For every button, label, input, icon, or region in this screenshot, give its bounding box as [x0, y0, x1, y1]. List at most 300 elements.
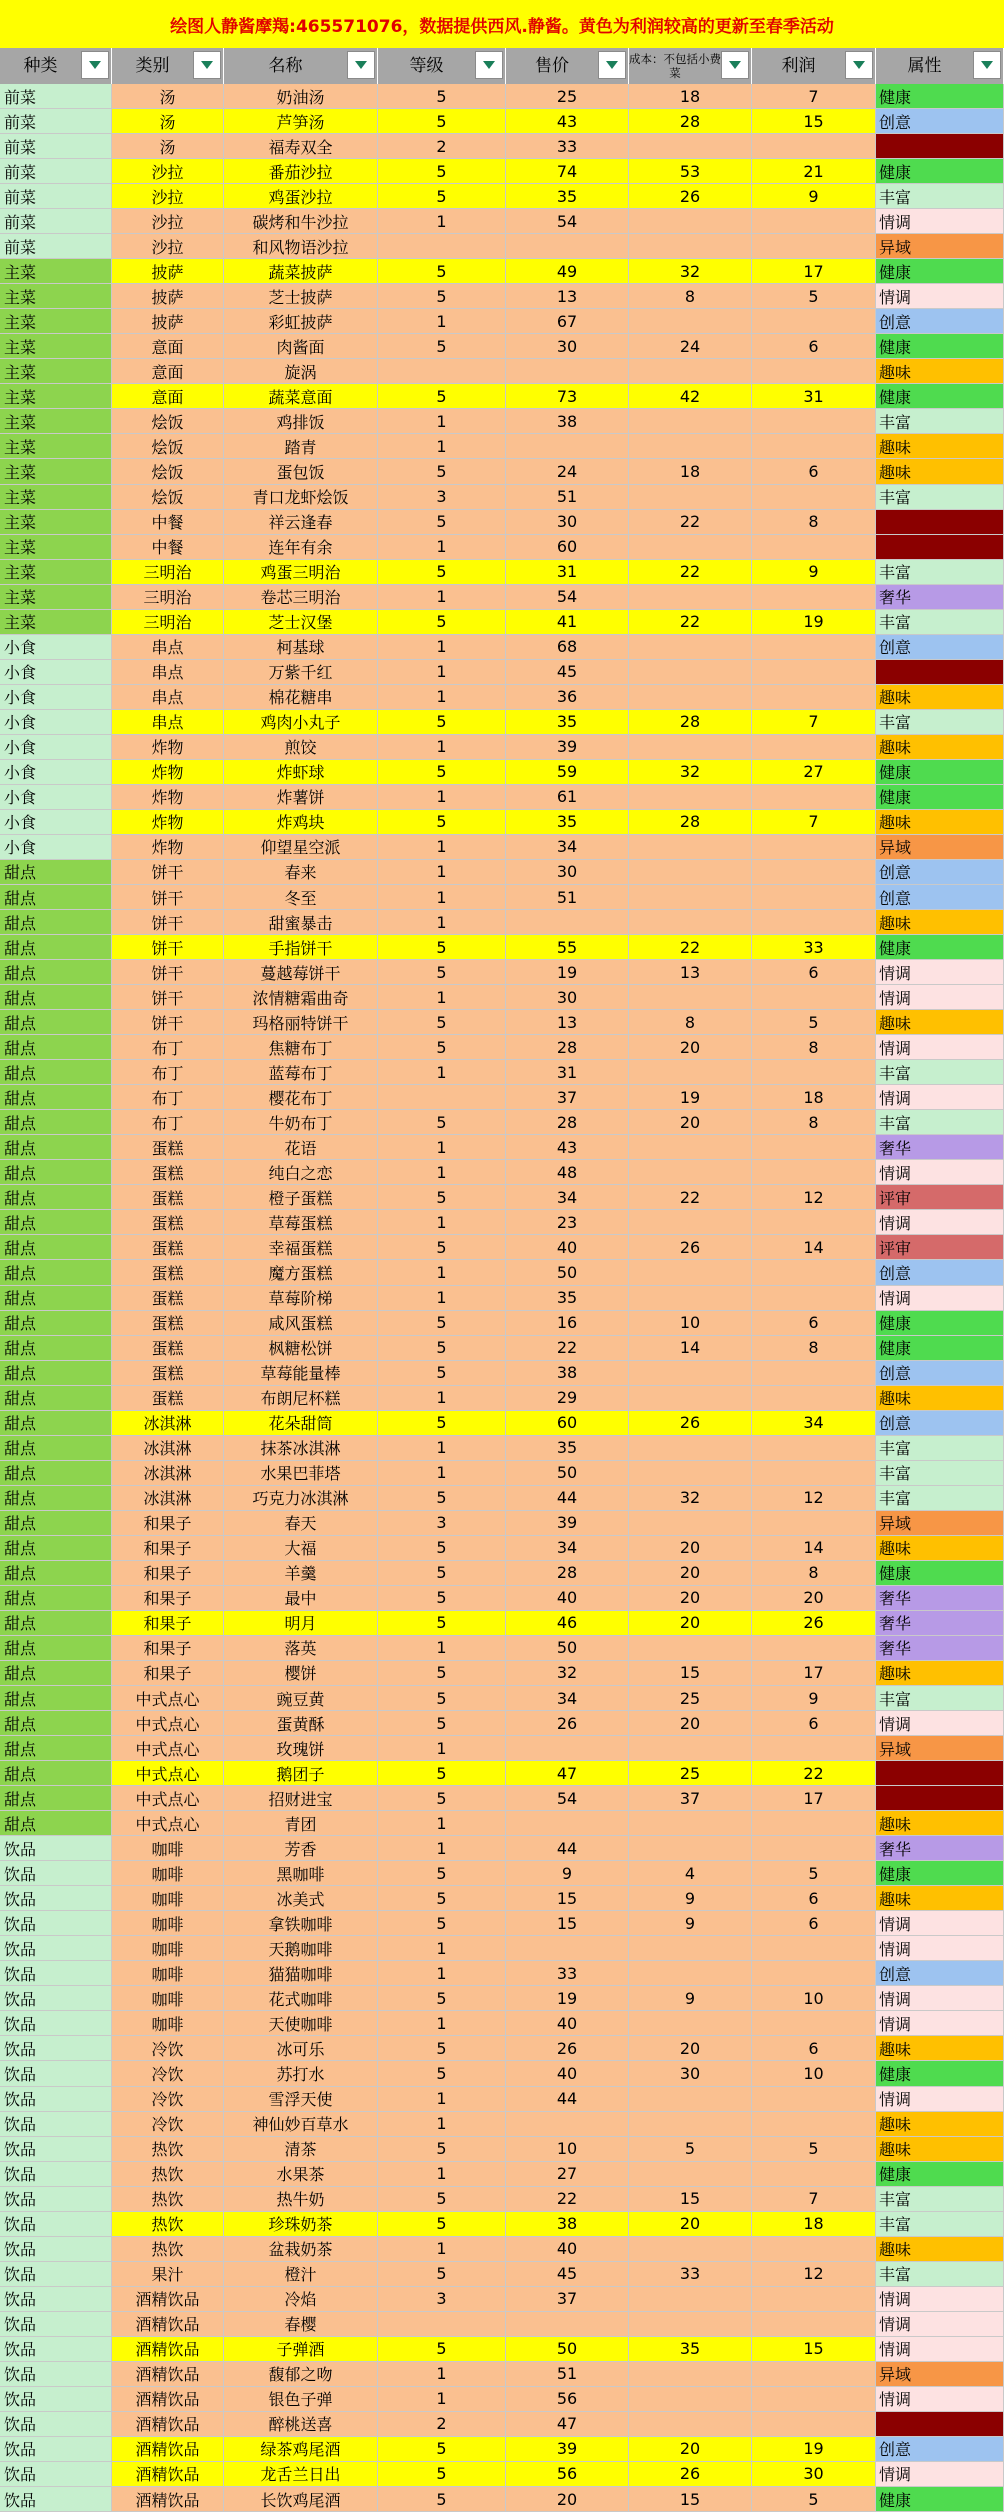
cell-cost: 20: [629, 2212, 752, 2236]
cell-profit: [752, 2162, 876, 2186]
cell-profit: 10: [752, 1986, 876, 2010]
cell-cost: [629, 685, 752, 709]
cell-category: 主菜: [0, 560, 112, 584]
cell-name: 拿铁咖啡: [224, 1911, 378, 1935]
cell-price: 28: [506, 1561, 629, 1585]
cell-profit: 8: [752, 1336, 876, 1360]
cell-cost: 25: [629, 1686, 752, 1710]
cell-type: 咖啡: [112, 1861, 224, 1885]
cell-type: 咖啡: [112, 1836, 224, 1860]
cell-attribute: 奢华: [876, 1611, 1004, 1635]
cell-category: 饮品: [0, 2237, 112, 2261]
cell-name: 蓝莓布丁: [224, 1060, 378, 1084]
cell-price: 44: [506, 1486, 629, 1510]
cell-attribute: 丰富: [876, 2212, 1004, 2236]
cell-name: 卷芯三明治: [224, 585, 378, 609]
cell-type: 布丁: [112, 1110, 224, 1134]
cell-price: 68: [506, 635, 629, 659]
cell-type: 果汁: [112, 2262, 224, 2286]
cell-attribute: 丰富: [876, 2187, 1004, 2211]
cell-level: 5: [378, 935, 506, 959]
cell-name: 青团: [224, 1811, 378, 1835]
cell-attribute: 情调: [876, 1035, 1004, 1059]
cell-cost: [629, 735, 752, 759]
cell-type: 蛋糕: [112, 1386, 224, 1410]
cell-category: 小食: [0, 735, 112, 759]
table-row: [0, 2362, 1004, 2387]
table-row: [0, 1336, 1004, 1361]
cell-name: 蛋包饭: [224, 459, 378, 483]
cell-cost: [629, 1736, 752, 1760]
cell-profit: [752, 735, 876, 759]
table-row: [0, 259, 1004, 284]
cell-type: 蛋糕: [112, 1160, 224, 1184]
dropdown-filter-icon[interactable]: [475, 51, 503, 79]
cell-profit: 9: [752, 560, 876, 584]
cell-attribute: 趣味: [876, 810, 1004, 834]
cell-category: 甜点: [0, 1336, 112, 1360]
cell-type: 酒精饮品: [112, 2337, 224, 2361]
cell-category: 主菜: [0, 309, 112, 333]
cell-name: 天鹅咖啡: [224, 1936, 378, 1960]
cell-level: 5: [378, 2036, 506, 2060]
cell-name: 纯白之恋: [224, 1160, 378, 1184]
cell-attribute: 趣味: [876, 1811, 1004, 1835]
cell-type: 饼干: [112, 985, 224, 1009]
cell-level: 5: [378, 1235, 506, 1259]
cell-profit: [752, 585, 876, 609]
cell-profit: 20: [752, 1586, 876, 1610]
cell-attribute: 趣味: [876, 459, 1004, 483]
cell-category: 甜点: [0, 1736, 112, 1760]
cell-attribute: [876, 1761, 1004, 1785]
cell-profit: [752, 1135, 876, 1159]
cell-attribute: 创意: [876, 860, 1004, 884]
cell-attribute: 健康: [876, 1561, 1004, 1585]
table-row: [0, 1135, 1004, 1160]
cell-category: 饮品: [0, 2262, 112, 2286]
cell-name: 落英: [224, 1636, 378, 1660]
cell-price: 50: [506, 1461, 629, 1485]
table-row: [0, 935, 1004, 960]
table-row: [0, 1260, 1004, 1285]
cell-category: 主菜: [0, 535, 112, 559]
cell-level: 5: [378, 1035, 506, 1059]
table-row: [0, 2187, 1004, 2212]
cell-level: 5: [378, 459, 506, 483]
cell-name: 枫糖松饼: [224, 1336, 378, 1360]
cell-name: 手指饼干: [224, 935, 378, 959]
cell-type: 串点: [112, 685, 224, 709]
table-row: [0, 1536, 1004, 1561]
cell-attribute: 丰富: [876, 1436, 1004, 1460]
cell-category: 饮品: [0, 2337, 112, 2361]
cell-attribute: 趣味: [876, 1386, 1004, 1410]
cell-category: 甜点: [0, 1636, 112, 1660]
cell-price: [506, 434, 629, 458]
cell-price: 40: [506, 2237, 629, 2261]
cell-type: 蛋糕: [112, 1286, 224, 1310]
cell-cost: [629, 660, 752, 684]
cell-attribute: 情调: [876, 209, 1004, 233]
cell-profit: 10: [752, 2061, 876, 2085]
cell-profit: 14: [752, 1536, 876, 1560]
cell-category: 饮品: [0, 2087, 112, 2111]
cell-level: 1: [378, 2162, 506, 2186]
cell-category: 甜点: [0, 1361, 112, 1385]
cell-level: 1: [378, 2362, 506, 2386]
cell-price: 51: [506, 485, 629, 509]
table-row: [0, 785, 1004, 810]
cell-level: 5: [378, 1010, 506, 1034]
cell-cost: [629, 1836, 752, 1860]
cell-profit: 34: [752, 1411, 876, 1435]
cell-category: 主菜: [0, 610, 112, 634]
cell-price: 44: [506, 1836, 629, 1860]
cell-type: 咖啡: [112, 1886, 224, 1910]
cell-name: 鸡蛋沙拉: [224, 184, 378, 208]
cell-cost: [629, 485, 752, 509]
cell-cost: 13: [629, 960, 752, 984]
cell-cost: [629, 1511, 752, 1535]
cell-price: 51: [506, 2362, 629, 2386]
cell-type: 布丁: [112, 1035, 224, 1059]
cell-level: [378, 1085, 506, 1109]
cell-category: 甜点: [0, 985, 112, 1009]
dropdown-filter-icon[interactable]: [598, 51, 626, 79]
cell-cost: 30: [629, 2061, 752, 2085]
cell-profit: 6: [752, 960, 876, 984]
cell-price: [506, 910, 629, 934]
dropdown-filter-icon[interactable]: [845, 51, 873, 79]
cell-level: 5: [378, 384, 506, 408]
cell-attribute: 丰富: [876, 1060, 1004, 1084]
header-cell-profit: [752, 48, 876, 84]
cell-category: 甜点: [0, 1411, 112, 1435]
cell-profit: 6: [752, 459, 876, 483]
cell-price: [506, 2312, 629, 2336]
cell-name: 春来: [224, 860, 378, 884]
table-row: [0, 1185, 1004, 1210]
cell-name: 旋涡: [224, 359, 378, 383]
cell-cost: [629, 785, 752, 809]
cell-level: [378, 234, 506, 258]
cell-profit: 14: [752, 1235, 876, 1259]
table-row: [0, 2262, 1004, 2287]
cell-profit: 7: [752, 84, 876, 108]
cell-attribute: 情调: [876, 960, 1004, 984]
table-row: [0, 2387, 1004, 2412]
cell-attribute: 健康: [876, 1311, 1004, 1335]
cell-type: 汤: [112, 84, 224, 108]
cell-cost: [629, 1286, 752, 1310]
cell-name: 水果茶: [224, 2162, 378, 2186]
cell-level: 3: [378, 2287, 506, 2311]
cell-type: 三明治: [112, 610, 224, 634]
cell-attribute: 趣味: [876, 1661, 1004, 1685]
header-cell-name: [224, 48, 378, 84]
cell-category: 甜点: [0, 1035, 112, 1059]
cell-profit: 9: [752, 184, 876, 208]
cell-level: 1: [378, 1461, 506, 1485]
cell-type: 酒精饮品: [112, 2312, 224, 2336]
cell-type: 和果子: [112, 1661, 224, 1685]
cell-attribute: 趣味: [876, 2137, 1004, 2161]
cell-profit: [752, 309, 876, 333]
cell-name: 玫瑰饼: [224, 1736, 378, 1760]
cell-price: 59: [506, 760, 629, 784]
cell-level: 1: [378, 2112, 506, 2136]
table-row: [0, 1511, 1004, 1536]
cell-price: 30: [506, 985, 629, 1009]
cell-level: 5: [378, 710, 506, 734]
cell-category: 甜点: [0, 1811, 112, 1835]
cell-price: 25: [506, 84, 629, 108]
cell-attribute: 情调: [876, 2312, 1004, 2336]
cell-name: 蛋黄酥: [224, 1711, 378, 1735]
cell-profit: 12: [752, 2262, 876, 2286]
cell-profit: 17: [752, 259, 876, 283]
cell-attribute: 情调: [876, 985, 1004, 1009]
cell-cost: [629, 409, 752, 433]
table-row: [0, 2112, 1004, 2137]
cell-level: 1: [378, 885, 506, 909]
cell-profit: [752, 1836, 876, 1860]
cell-type: 冷饮: [112, 2112, 224, 2136]
table-row: [0, 1811, 1004, 1836]
cell-profit: 30: [752, 2462, 876, 2486]
cell-level: 5: [378, 560, 506, 584]
cell-name: 珍珠奶茶: [224, 2212, 378, 2236]
cell-type: 炸物: [112, 785, 224, 809]
cell-type: 串点: [112, 635, 224, 659]
cell-category: 饮品: [0, 2362, 112, 2386]
cell-attribute: 趣味: [876, 2036, 1004, 2060]
cell-name: 花朵甜筒: [224, 1411, 378, 1435]
cell-profit: [752, 2287, 876, 2311]
cell-cost: 18: [629, 84, 752, 108]
table-row: [0, 384, 1004, 409]
cell-name: 巧克力冰淇淋: [224, 1486, 378, 1510]
cell-price: 19: [506, 1986, 629, 2010]
table-row: [0, 284, 1004, 309]
cell-attribute: 丰富: [876, 184, 1004, 208]
table-row: [0, 960, 1004, 985]
cell-price: [506, 1936, 629, 1960]
cell-category: 甜点: [0, 1711, 112, 1735]
cell-type: 热饮: [112, 2212, 224, 2236]
dropdown-filter-icon[interactable]: [193, 51, 221, 79]
table-row: [0, 184, 1004, 209]
cell-level: 1: [378, 1210, 506, 1234]
table-row: [0, 1010, 1004, 1035]
cell-category: 主菜: [0, 459, 112, 483]
cell-price: 56: [506, 2387, 629, 2411]
cell-type: 蛋糕: [112, 1361, 224, 1385]
cell-name: 踏青: [224, 434, 378, 458]
cell-profit: [752, 2112, 876, 2136]
cell-category: 饮品: [0, 2162, 112, 2186]
cell-attribute: 趣味: [876, 2112, 1004, 2136]
cell-price: 47: [506, 2412, 629, 2436]
cell-level: 1: [378, 2237, 506, 2261]
table-row: [0, 1060, 1004, 1085]
header-cell-price: [506, 48, 629, 84]
table-row: [0, 2487, 1004, 2512]
table-row: [0, 159, 1004, 184]
table-row: [0, 2412, 1004, 2437]
cell-profit: [752, 1636, 876, 1660]
cell-cost: 9: [629, 1886, 752, 1910]
table-row: [0, 2462, 1004, 2487]
cell-type: 咖啡: [112, 1911, 224, 1935]
cell-level: 1: [378, 1135, 506, 1159]
cell-profit: 7: [752, 710, 876, 734]
table-row: [0, 84, 1004, 109]
cell-profit: 17: [752, 1786, 876, 1810]
cell-price: 30: [506, 510, 629, 534]
cell-attribute: 创意: [876, 2437, 1004, 2461]
cell-attribute: 趣味: [876, 910, 1004, 934]
cell-profit: 17: [752, 1661, 876, 1685]
cell-profit: [752, 485, 876, 509]
cell-category: 前菜: [0, 159, 112, 183]
cell-category: 主菜: [0, 409, 112, 433]
dropdown-filter-icon[interactable]: [81, 51, 109, 79]
cell-price: 37: [506, 2287, 629, 2311]
cell-level: 5: [378, 2061, 506, 2085]
cell-attribute: 情调: [876, 2087, 1004, 2111]
cell-profit: [752, 2312, 876, 2336]
dropdown-filter-icon[interactable]: [973, 51, 1001, 79]
cell-type: 热饮: [112, 2237, 224, 2261]
cell-type: 咖啡: [112, 1986, 224, 2010]
table-row: [0, 1986, 1004, 2011]
cell-name: 奶油汤: [224, 84, 378, 108]
cell-cost: [629, 2237, 752, 2261]
table-row: [0, 985, 1004, 1010]
cell-attribute: 健康: [876, 785, 1004, 809]
cell-name: 樱饼: [224, 1661, 378, 1685]
cell-level: 1: [378, 1060, 506, 1084]
cell-category: 小食: [0, 810, 112, 834]
cell-cost: 32: [629, 259, 752, 283]
cell-price: 45: [506, 2262, 629, 2286]
cell-level: 1: [378, 985, 506, 1009]
cell-profit: [752, 1811, 876, 1835]
cell-name: 苏打水: [224, 2061, 378, 2085]
cell-type: 酒精饮品: [112, 2387, 224, 2411]
cell-cost: [629, 2362, 752, 2386]
cell-type: 酒精饮品: [112, 2287, 224, 2311]
cell-type: 披萨: [112, 284, 224, 308]
cell-cost: [629, 309, 752, 333]
cell-attribute: 情调: [876, 1711, 1004, 1735]
cell-name: 长饮鸡尾酒: [224, 2487, 378, 2511]
cell-profit: 8: [752, 1561, 876, 1585]
cell-type: 蛋糕: [112, 1135, 224, 1159]
cell-level: [378, 2312, 506, 2336]
cell-price: 20: [506, 2487, 629, 2511]
cell-price: 43: [506, 109, 629, 133]
dropdown-filter-icon[interactable]: [347, 51, 375, 79]
cell-attribute: 丰富: [876, 2262, 1004, 2286]
cell-category: 饮品: [0, 2412, 112, 2436]
cell-profit: [752, 835, 876, 859]
table-row: [0, 685, 1004, 710]
cell-type: 酒精饮品: [112, 2412, 224, 2436]
cell-cost: 37: [629, 1786, 752, 1810]
table-row: [0, 1786, 1004, 1811]
cell-name: 炸薯饼: [224, 785, 378, 809]
table-row: [0, 485, 1004, 510]
cell-level: 3: [378, 1511, 506, 1535]
table-row: [0, 2137, 1004, 2162]
cell-profit: 8: [752, 510, 876, 534]
cell-price: 50: [506, 1636, 629, 1660]
cell-cost: 33: [629, 2262, 752, 2286]
cell-type: 布丁: [112, 1060, 224, 1084]
cell-type: 热饮: [112, 2187, 224, 2211]
cell-category: 前菜: [0, 109, 112, 133]
cell-profit: 6: [752, 1711, 876, 1735]
cell-name: 煎饺: [224, 735, 378, 759]
cell-profit: 6: [752, 1911, 876, 1935]
cell-price: 19: [506, 960, 629, 984]
cell-price: 47: [506, 1761, 629, 1785]
cell-level: 5: [378, 2437, 506, 2461]
cell-cost: [629, 2112, 752, 2136]
cell-type: 沙拉: [112, 159, 224, 183]
cell-cost: 26: [629, 1411, 752, 1435]
dropdown-filter-icon[interactable]: [721, 51, 749, 79]
cell-type: 和果子: [112, 1586, 224, 1610]
cell-category: 前菜: [0, 84, 112, 108]
cell-type: 中式点心: [112, 1736, 224, 1760]
cell-cost: [629, 359, 752, 383]
header-cell-category: [0, 48, 112, 84]
cell-price: 73: [506, 384, 629, 408]
cell-category: 小食: [0, 635, 112, 659]
cell-profit: [752, 1936, 876, 1960]
cell-level: 5: [378, 610, 506, 634]
cell-category: 甜点: [0, 1536, 112, 1560]
cell-price: 61: [506, 785, 629, 809]
cell-category: 小食: [0, 660, 112, 684]
cell-name: 花语: [224, 1135, 378, 1159]
cell-attribute: 趣味: [876, 2237, 1004, 2261]
cell-attribute: 评审: [876, 1185, 1004, 1209]
cell-level: 1: [378, 685, 506, 709]
cell-attribute: 创意: [876, 1411, 1004, 1435]
cell-name: 豌豆黄: [224, 1686, 378, 1710]
table-row: [0, 1686, 1004, 1711]
cell-category: 甜点: [0, 1260, 112, 1284]
cell-cost: [629, 2162, 752, 2186]
cell-name: 黑咖啡: [224, 1861, 378, 1885]
cell-category: 饮品: [0, 1961, 112, 1985]
table-row: [0, 134, 1004, 159]
cell-name: 芦笋汤: [224, 109, 378, 133]
header-label: 售价: [535, 56, 569, 76]
cell-category: 主菜: [0, 284, 112, 308]
cell-attribute: 趣味: [876, 434, 1004, 458]
cell-type: 炸物: [112, 810, 224, 834]
cell-cost: 53: [629, 159, 752, 183]
table-row: [0, 910, 1004, 935]
cell-category: 饮品: [0, 2462, 112, 2486]
cell-name: 万紫千红: [224, 660, 378, 684]
